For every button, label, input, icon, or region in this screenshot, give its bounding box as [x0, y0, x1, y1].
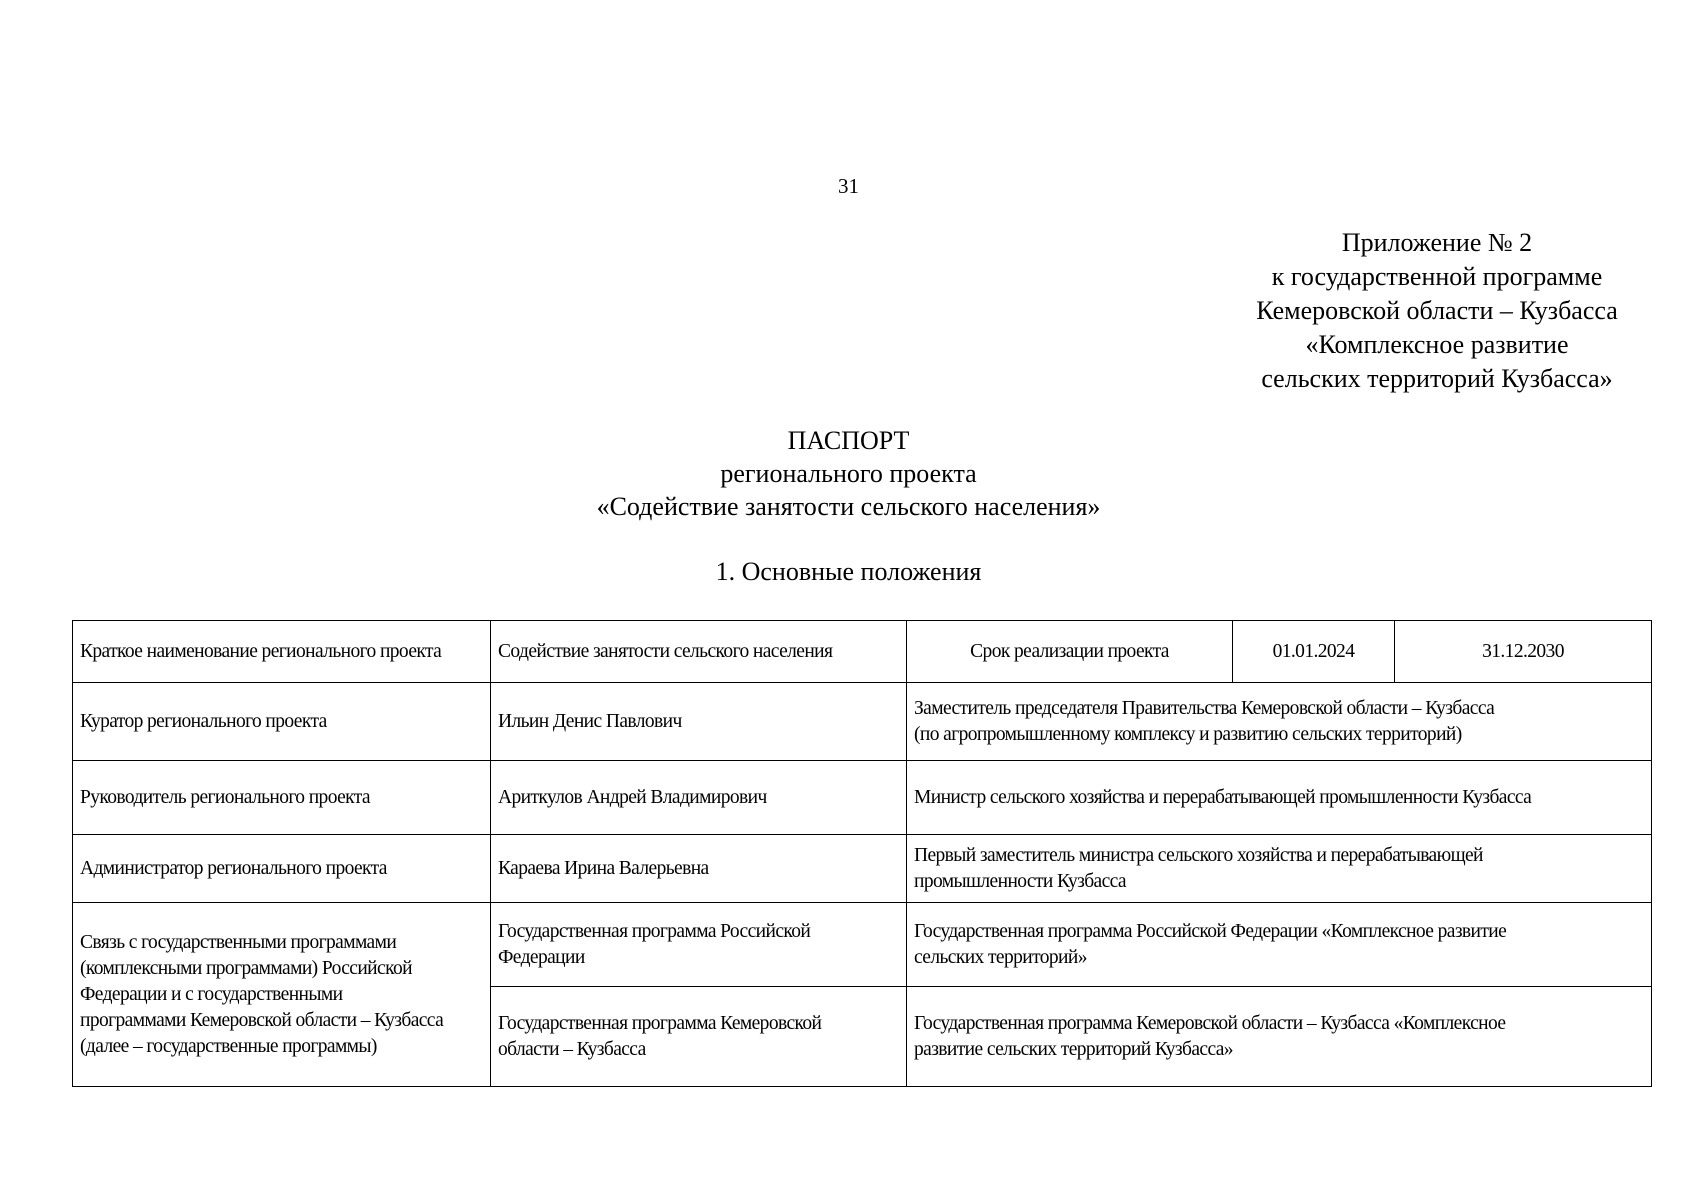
text-line: программами Кемеровской области – Кузбасса — [80, 1009, 444, 1031]
cell-administrator-name: Караева Ирина Валерьевна — [491, 835, 907, 903]
appendix-block — [1222, 226, 1652, 396]
text-line: развитие сельских территорий Кузбасса» — [914, 1038, 1233, 1060]
title-line: «Содействие занятости сельского населения» — [596, 492, 1101, 521]
cell-term-label: Срок реализации проекта — [907, 621, 1233, 683]
title-line: ПАСПОРТ — [787, 426, 910, 455]
table-row — [73, 835, 1652, 903]
text-line: Государственная программа Кемеровской — [498, 1012, 822, 1034]
cell-head-label: Руководитель регионального проекта — [73, 761, 491, 835]
text-line: Федерации и с государственными — [80, 983, 343, 1005]
table-row — [73, 761, 1652, 835]
cell-short-name-value: Содействие занятости сельского населения — [491, 621, 907, 683]
text-line: (далее – государственные программы) — [80, 1035, 377, 1057]
cell-administrator-position — [907, 835, 1652, 903]
cell-administrator-label: Администратор регионального проекта — [73, 835, 491, 903]
text-line: промышленности Кузбасса — [914, 870, 1126, 892]
text-line: (по агропромышленному комплексу и развитию сельских территорий) — [914, 723, 1462, 745]
appendix-line: «Комплексное развитие — [1305, 330, 1569, 359]
table-row — [73, 903, 1652, 987]
cell-start-date: 01.01.2024 — [1233, 621, 1395, 683]
cell-curator-position — [907, 683, 1652, 761]
cell-programs-link-label — [73, 903, 491, 1087]
text-line: Государственная программа Российской — [498, 920, 811, 942]
appendix-line: Кемеровской области – Кузбасса — [1256, 296, 1618, 325]
text-line: Заместитель председателя Правительства Кемеровской области – Кузбасса — [914, 697, 1495, 719]
appendix-line: Приложение № 2 — [1341, 228, 1533, 257]
appendix-line: сельских территорий Кузбасса» — [1261, 364, 1613, 393]
text-line: Связь с государственными программами — [80, 931, 397, 953]
passport-table — [72, 620, 1652, 1087]
cell-regional-program-name — [907, 987, 1652, 1087]
cell-federal-program-type — [491, 903, 907, 987]
text-line: области – Кузбасса — [498, 1038, 646, 1060]
page-number: 31 — [838, 174, 859, 198]
appendix-line: к государственной программе — [1271, 262, 1603, 291]
cell-head-name: Ариткулов Андрей Владимирович — [491, 761, 907, 835]
text-line: сельских территорий» — [914, 946, 1087, 968]
cell-short-name-label: Краткое наименование регионального проекта — [73, 621, 491, 683]
cell-curator-label: Куратор регионального проекта — [73, 683, 491, 761]
text-line: Федерации — [498, 946, 585, 968]
section-heading: 1. Основные положения — [715, 557, 982, 586]
table-row — [73, 683, 1652, 761]
cell-head-position: Министр сельского хозяйства и перерабатывающей промышленности Кузбасса — [907, 761, 1652, 835]
cell-federal-program-name — [907, 903, 1652, 987]
text-line: Государственная программа Российской Федерации «Комплексное развитие — [914, 920, 1507, 942]
document-title — [0, 424, 1697, 523]
text-line: Государственная программа Кемеровской области – Кузбасса «Комплексное — [914, 1012, 1506, 1034]
cell-regional-program-type — [491, 987, 907, 1087]
text-line: (комплексными программами) Российской — [80, 957, 412, 979]
text-line: Первый заместитель министра сельского хозяйства и перерабатывающей — [914, 844, 1483, 866]
table-row — [73, 621, 1652, 683]
cell-curator-name: Ильин Денис Павлович — [491, 683, 907, 761]
cell-end-date: 31.12.2030 — [1395, 621, 1652, 683]
title-line: регионального проекта — [720, 459, 977, 488]
